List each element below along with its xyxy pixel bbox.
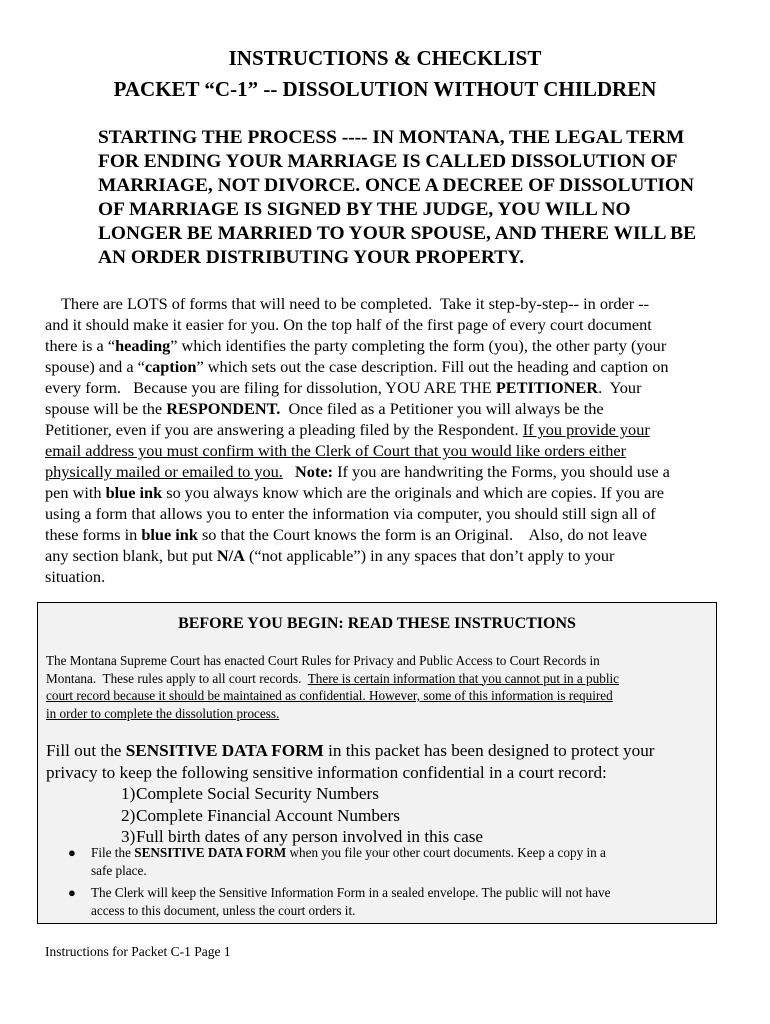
term-blue-ink: blue ink bbox=[141, 525, 198, 544]
notice-line bbox=[46, 670, 711, 688]
body-line bbox=[45, 461, 745, 482]
body-text: these forms in bbox=[45, 525, 142, 544]
list-item-text: Complete Social Security Numbers bbox=[136, 784, 379, 803]
notice-text: The Montana Supreme Court has enacted Court Rules for Privacy and Public Access to Court Records in bbox=[46, 653, 600, 668]
instructions-paragraph bbox=[45, 293, 745, 587]
bullet-line bbox=[91, 862, 703, 880]
body-line bbox=[45, 419, 745, 440]
sensitive-data-form-label: SENSITIVE DATA FORM bbox=[125, 741, 324, 760]
body-line bbox=[45, 356, 745, 377]
intro-paragraph bbox=[98, 126, 738, 270]
term-na: N/A bbox=[216, 546, 245, 565]
body-line bbox=[45, 545, 745, 566]
notice-line bbox=[46, 687, 711, 705]
body-text: . Your bbox=[598, 378, 642, 397]
notice-text: File the bbox=[91, 845, 135, 860]
term-heading: heading bbox=[115, 336, 171, 355]
sensitive-info-list bbox=[38, 783, 703, 848]
bullet-icon: ● bbox=[68, 845, 76, 860]
body-line bbox=[45, 503, 745, 524]
body-line bbox=[45, 482, 745, 503]
page-footer: Instructions for Packet C-1 Page 1 bbox=[45, 944, 231, 959]
notice-line bbox=[46, 652, 711, 670]
list-item-number: 2) bbox=[121, 805, 136, 825]
body-text: spouse will be the bbox=[45, 399, 167, 418]
notice-text: safe place. bbox=[91, 862, 147, 878]
term-caption: caption bbox=[144, 357, 197, 376]
body-line bbox=[45, 377, 745, 398]
list-item-number: 3) bbox=[121, 827, 136, 846]
intro-line: LONGER BE MARRIED TO YOUR SPOUSE, AND THERE WILL BE bbox=[98, 223, 697, 244]
body-text: spouse) and a “ bbox=[45, 357, 145, 376]
body-line bbox=[45, 293, 745, 314]
body-text: any section blank, but put bbox=[45, 546, 217, 565]
body-text: (“not applicable”) in any spaces that don’t apply to your bbox=[244, 546, 615, 565]
notice-bullets bbox=[38, 844, 703, 924]
bullet-line bbox=[91, 902, 703, 920]
body-line bbox=[45, 398, 745, 419]
body-text: using a form that allows you to enter the information via computer, you should still sign all of bbox=[45, 504, 656, 523]
document-title: INSTRUCTIONS & CHECKLIST bbox=[228, 46, 542, 70]
note-label: Note: bbox=[295, 462, 334, 481]
body-line bbox=[45, 524, 745, 545]
notice-text: access to this document, unless the court orders it. bbox=[91, 902, 356, 918]
list-item bbox=[38, 783, 703, 805]
notice-box bbox=[37, 602, 717, 924]
intro-line: MARRIAGE, NOT DIVORCE. ONCE A DECREE OF DISSOLUTION bbox=[98, 175, 694, 196]
sensitive-data-form-label: SENSITIVE DATA FORM bbox=[134, 845, 287, 860]
list-item-text: Complete Financial Account Numbers bbox=[136, 805, 400, 825]
body-line bbox=[45, 335, 745, 356]
bullet-item bbox=[38, 844, 703, 879]
body-text: so you always know which are the originals and which are copies. If you are bbox=[162, 483, 665, 502]
body-text: and it should make it easier for you. On the top half of the first page of every court document bbox=[45, 315, 652, 334]
term-respondent: RESPONDENT. bbox=[166, 399, 281, 418]
body-text: ” which sets out the case description. Fill out the heading and caption on bbox=[196, 357, 669, 376]
intro-line: AN ORDER DISTRIBUTING YOUR PROPERTY. bbox=[98, 247, 525, 268]
notice-text: when you file your other court documents. Keep a copy in a bbox=[286, 845, 606, 860]
body-text: there is a “ bbox=[45, 336, 116, 355]
intro-line: STARTING THE PROCESS ---- IN MONTANA, THE LEGAL TERM bbox=[98, 127, 685, 148]
bullet-line bbox=[91, 884, 703, 902]
body-text: pen with bbox=[45, 483, 106, 502]
notice-text: The Clerk will keep the Sensitive Information Form in a sealed envelope. The public will not have bbox=[91, 885, 611, 900]
body-text: every form. Because you are filing for dissolution, YOU ARE THE bbox=[45, 378, 496, 397]
body-line bbox=[45, 566, 745, 587]
bullet-text bbox=[91, 844, 703, 879]
notice-underlined-text: There is certain information that you cannot put in a public bbox=[307, 670, 620, 686]
privacy-rules-paragraph bbox=[46, 652, 711, 722]
notice-heading: BEFORE YOU BEGIN: READ THESE INSTRUCTIONS bbox=[178, 615, 576, 632]
spacer-text bbox=[283, 462, 295, 481]
bullet-text bbox=[91, 884, 703, 919]
body-text: There are LOTS of forms that will need to be completed. Take it step-by-step-- in order -- bbox=[45, 294, 650, 313]
sensitive-data-paragraph bbox=[46, 740, 711, 783]
notice-text: privacy to keep the following sensitive information confidential in a court record: bbox=[46, 762, 607, 782]
body-text: If you are handwriting the Forms, you should use a bbox=[333, 462, 670, 481]
email-notice-text: email address you must confirm with the Clerk of Court that you would like orders either bbox=[45, 441, 627, 460]
body-text: situation. bbox=[45, 567, 106, 586]
term-blue-ink: blue ink bbox=[105, 483, 163, 502]
notice-text: Fill out the bbox=[46, 741, 126, 760]
list-item-text: Full birth dates of any person involved in this case bbox=[136, 827, 484, 846]
body-text: so that the Court knows the form is an Original. Also, do not leave bbox=[197, 525, 647, 544]
body-text: Once filed as a Petitioner you will always be the bbox=[280, 399, 604, 418]
notice-underlined-text: in order to complete the dissolution process. bbox=[46, 705, 280, 721]
body-text: ” which identifies the party completing the form (you), the other party (your bbox=[170, 336, 667, 355]
notice-text: in this packet has been designed to protect your bbox=[323, 741, 655, 760]
bullet-item bbox=[38, 884, 703, 919]
list-item-number: 1) bbox=[121, 784, 136, 803]
notice-line bbox=[46, 740, 711, 762]
list-item bbox=[38, 805, 703, 827]
bullet-icon: ● bbox=[68, 885, 76, 900]
document-subtitle: PACKET “C-1” -- DISSOLUTION WITHOUT CHILDREN bbox=[113, 77, 657, 101]
notice-line bbox=[46, 762, 711, 784]
email-notice-text: physically mailed or emailed to you. bbox=[45, 462, 283, 481]
body-line bbox=[45, 314, 745, 335]
notice-underlined-text: court record because it should be maintained as confidential. However, some of this information is required bbox=[46, 688, 613, 703]
bullet-line bbox=[91, 844, 703, 862]
body-line bbox=[45, 440, 745, 461]
body-text: Petitioner, even if you are answering a pleading filed by the Respondent. bbox=[45, 420, 523, 439]
intro-line: FOR ENDING YOUR MARRIAGE IS CALLED DISSOLUTION OF bbox=[98, 151, 678, 172]
email-notice-text: If you provide your bbox=[522, 420, 650, 439]
notice-line bbox=[46, 705, 711, 723]
intro-line: OF MARRIAGE IS SIGNED BY THE JUDGE, YOU WILL NO bbox=[98, 199, 631, 220]
term-petitioner: PETITIONER bbox=[495, 378, 599, 397]
notice-text: Montana. These rules apply to all court records. bbox=[46, 670, 308, 686]
